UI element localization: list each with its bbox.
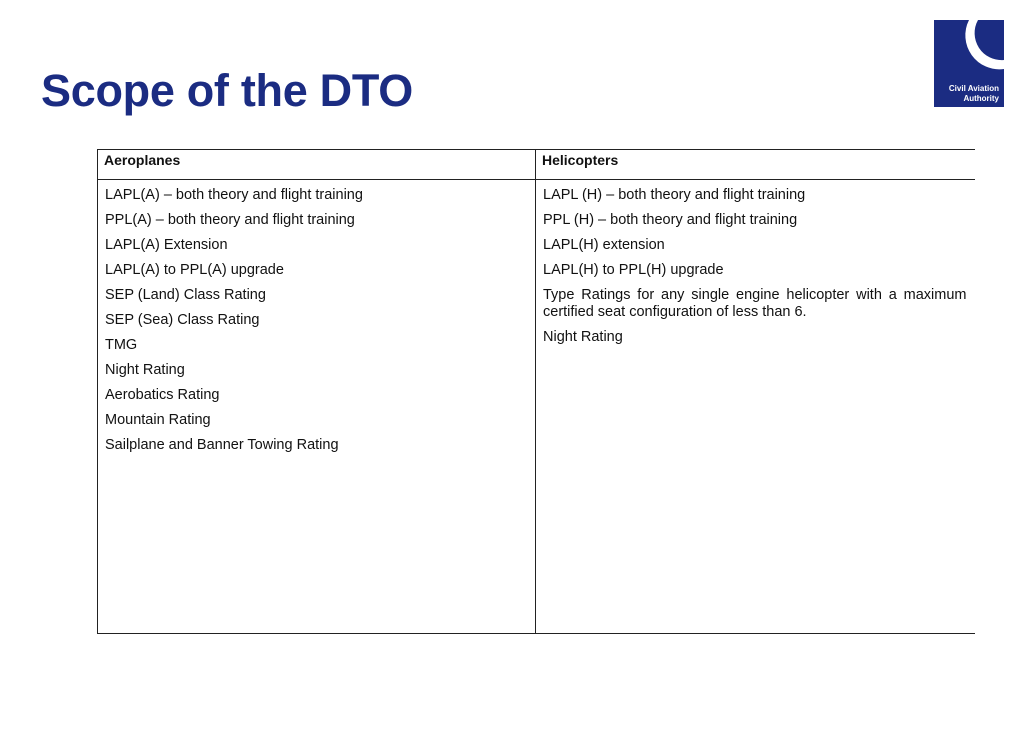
list-item: PPL (H) – both theory and flight training [543,212,798,228]
list-item: Mountain Rating [105,412,211,428]
list-item: Aerobatics Rating [105,387,220,403]
list-item: Sailplane and Banner Towing Rating [105,437,339,453]
list-item: LAPL(H) to PPL(H) upgrade [543,262,724,278]
logo-line-1: Civil Aviation [948,84,999,93]
list-item: LAPL(H) extension [543,237,665,253]
list-item: SEP (Sea) Class Rating [105,312,260,328]
list-item: Type Ratings for any single engine helicopter with a maximum certified seat configuration of less than 6. [543,287,967,320]
list-item: TMG [105,337,138,353]
header-aeroplanes: Aeroplanes [98,150,536,180]
helicopters-list [543,187,968,346]
aeroplanes-cell [98,180,536,634]
header-helicopters: Helicopters [536,150,975,180]
list-item: Night Rating [543,329,623,345]
list-item: LAPL(A) to PPL(A) upgrade [105,262,284,278]
logo-text [934,84,999,104]
caa-logo [934,20,1004,107]
list-item: LAPL (H) – both theory and flight training [543,187,806,203]
list-item: LAPL(A) – both theory and flight training [105,187,363,203]
list-item: LAPL(A) Extension [105,237,228,253]
list-item: Night Rating [105,362,185,378]
page-title: Scope of the DTO [41,65,413,116]
logo-line-2: Authority [963,94,999,103]
list-item: SEP (Land) Class Rating [105,287,266,303]
aeroplanes-list [105,187,528,454]
list-item: PPL(A) – both theory and flight training [105,212,355,228]
scope-table [97,149,975,634]
table-body-row [98,180,975,634]
helicopters-cell [536,180,975,634]
table-header-row [98,150,975,180]
